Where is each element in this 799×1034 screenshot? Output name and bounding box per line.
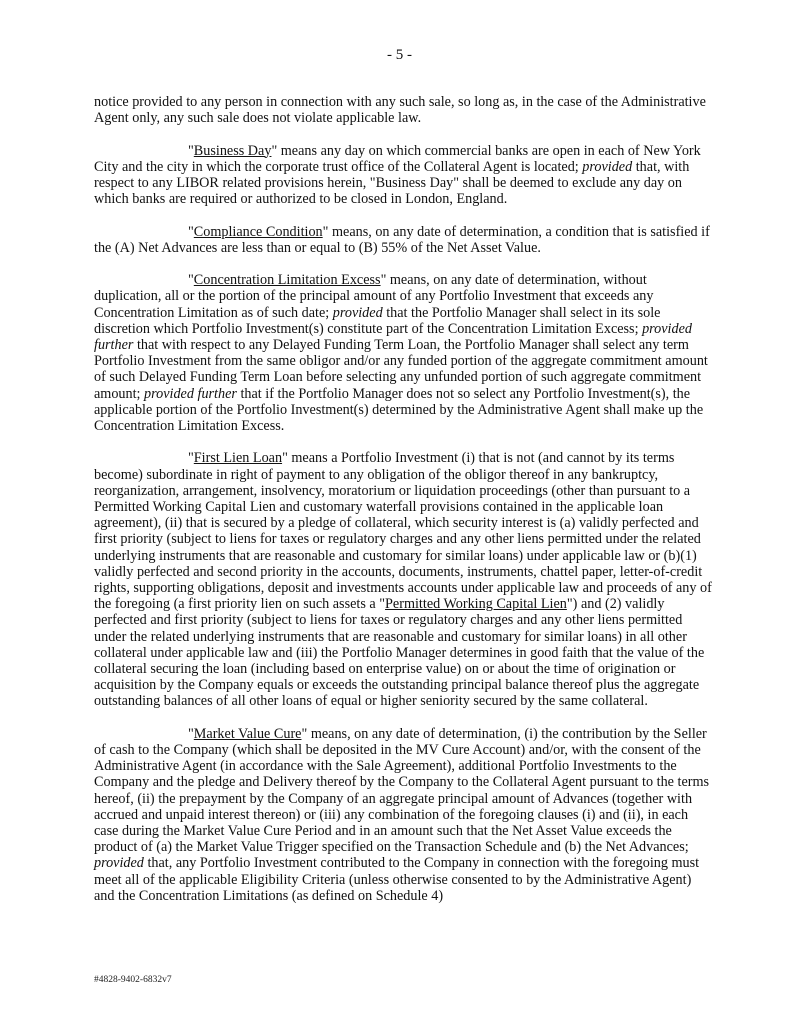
paragraph-sale-notice xyxy=(94,94,712,126)
italic-proviso: provided further xyxy=(94,320,692,353)
document-body xyxy=(94,94,712,920)
definition-market-value-cure xyxy=(94,726,712,904)
definition-first-lien-loan xyxy=(94,450,712,709)
defined-term: Business Day xyxy=(193,142,272,159)
italic-proviso: provided xyxy=(94,855,144,872)
document-id: #4828-9402-6832v7 xyxy=(94,975,172,985)
text-segment: " xyxy=(188,725,194,742)
defined-term: Concentration Limitation Excess xyxy=(193,272,381,289)
text-segment: " means, on any date of determination, a condition that is satisfied if the (A) Net Advances are less than or equal to (B) 55% of the Net Asset Value. xyxy=(94,223,710,256)
text-segment: " xyxy=(188,272,194,289)
italic-proviso: provided xyxy=(332,304,383,321)
text-segment: that the Portfolio Manager shall select in its sole discretion which Portfolio Investment(s) constitute part of the Concentration Limitation Excess; xyxy=(94,304,661,337)
defined-term: Compliance Condition xyxy=(193,223,323,240)
text-segment: that with respect to any Delayed Funding Term Loan, the Portfolio Manager shall select any term Portfolio Investment from the same obligor and/or any funded portion of the aggregate commitment amount of such Delayed Funding Term Loan before selecting any unfunded portion of such aggregate commitment amount; xyxy=(94,337,708,402)
text-segment: " xyxy=(188,450,194,467)
text-segment: " means, on any date of determination, (i) the contribution by the Seller of cash to the Company (which shall be deposited in the MV Cure Account) and/or, with the consent of the Administrative Agent (in accordance with the Sale Agreement), additional Portfolio Investments to the Company and the pledge and Delivery thereof by the Company to the Collateral Agent pursuant to the terms hereof, (ii) the prepayment by the Company of an aggregate principal amount of Advances (together with accrued and unpaid interest thereon) or (iii) any combination of the foregoing clauses (i) and (ii), in each case during the Market Value Cure Period and in an amount such that the Net Asset Value exceeds the product of (a) the Market Value Trigger specified on the Transaction Schedule and (b) the Net Advances; xyxy=(94,725,710,856)
italic-proviso: provided further xyxy=(144,385,237,402)
defined-term: First Lien Loan xyxy=(193,450,283,467)
definition-business-day xyxy=(94,143,712,208)
text-segment: that, with respect to any LIBOR related provisions herein, "Business Day" shall be deemed to exclude any day on which banks are required or authorized to be closed in London, England. xyxy=(94,158,690,208)
italic-proviso: provided xyxy=(582,158,633,175)
text-segment: that if the Portfolio Manager does not so select any Portfolio Investment(s), the applicable portion of the Portfolio Investment(s) determined by the Administrative Agent shall make up the Concentration Limitation Excess. xyxy=(94,385,704,435)
page-number: - 5 - xyxy=(387,47,412,63)
defined-term: Market Value Cure xyxy=(193,725,302,742)
text-segment: " xyxy=(188,142,194,159)
text-segment: " xyxy=(188,223,194,240)
text-segment: " means any day on which commercial banks are open in each of New York City and the city in which the corporate trust office of the Collateral Agent is located; xyxy=(94,142,701,175)
defined-term: Permitted Working Capital Lien xyxy=(385,596,567,613)
text-segment: that, any Portfolio Investment contributed to the Company in connection with the foregoing must meet all of the applicable Eligibility Criteria (unless otherwise consented to by the Administrative Agent) and the Concentration Limitations (as defined on Schedule 4) xyxy=(94,855,700,904)
definition-concentration-limitation-excess xyxy=(94,272,712,434)
text-segment: " means, on any date of determination, without duplication, all or the portion of the principal amount of any Portfolio Investment that exceeds any Concentration Limitation as of such date; xyxy=(94,272,654,321)
text-segment: " means a Portfolio Investment (i) that is not (and cannot by its terms become) subordinate in right of payment to any obligation of the obligor thereof in any bankruptcy, reorganization, arrangement, insolvency, moratorium or liquidation proceedings (other than pursuant to a Permitted Working Capital Lien and customary waterfall provisions contained in the applicable loan agreement), (ii) that is secured by a pledge of collateral, which security interest is (a) validly perfected and first priority (subject to liens for taxes or regulatory charges and any other liens permitted under the related underlying instruments that are reasonable and customary for similar loans) under applicable law or (b)(1) validly perfected and second priority in the accounts, documents, instruments, chattel paper, letter-of-credit rights, supporting obligations, deposit and investments accounts under applicable law and proceeds of any of the foregoing (a first priority lien on such assets a " xyxy=(94,450,712,613)
text-segment: notice provided to any person in connection with any such sale, so long as, in the case of the Administrative Agent only, any such sale does not violate applicable law. xyxy=(94,94,706,127)
text-segment: ") and (2) validly perfected and first priority (subject to liens for taxes or regulatory charges and any other liens permitted under the related underlying instruments that are reasonable and customary for similar loans) in all other collateral under applicable law and (iii) the Portfolio Manager determines in good faith that the value of the collateral securing the loan (including based on enterprise value) on or about the time of origination or acquisition by the Company equals or exceeds the outstanding principal balance thereof plus the aggregate outstanding balances of all other loans of equal or higher seniority secured by the same collateral. xyxy=(94,596,705,710)
definition-compliance-condition xyxy=(94,224,712,256)
